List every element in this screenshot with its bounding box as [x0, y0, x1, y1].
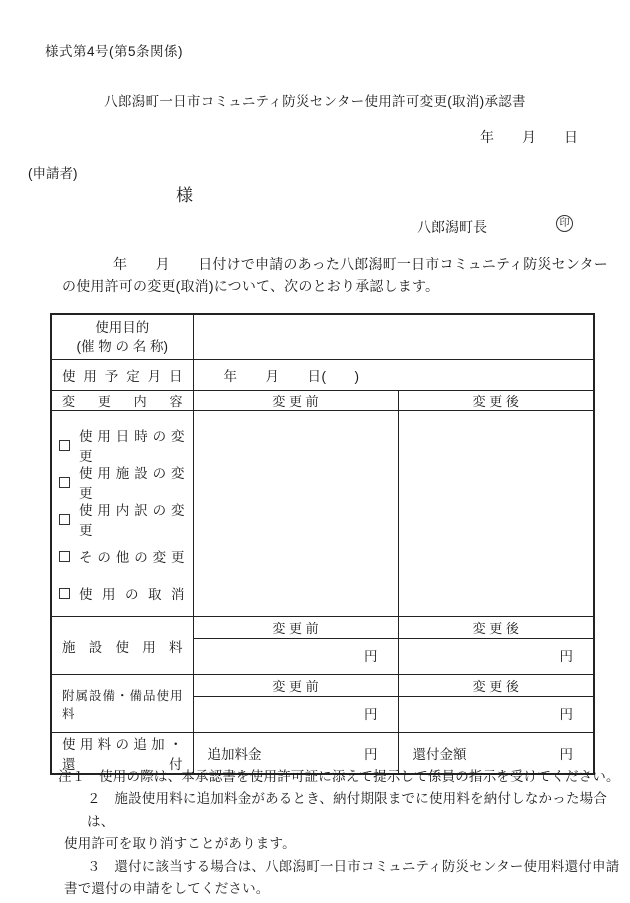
seal-icon: 印	[556, 215, 573, 232]
note-3-continued: 書で還付の申請をしてください。	[64, 881, 270, 897]
option-row-use-datetime	[59, 427, 185, 464]
option-label: 使 用 の 取 消	[79, 587, 185, 602]
facility-fee-before-amount-cell: 円	[193, 639, 398, 675]
mayor-title: 八郎潟町長	[417, 219, 487, 235]
change-before-header: 変 更 前	[193, 391, 398, 411]
applicant-label: (申請者)	[28, 166, 78, 181]
change-header-row	[51, 391, 594, 411]
notes-section	[58, 766, 630, 900]
scheduled-date-label: 使 用 予 定 月 日	[62, 369, 183, 384]
applicant-honorific: 様	[176, 186, 193, 205]
checkbox-icon	[59, 588, 70, 599]
checkbox-icon	[59, 551, 70, 562]
body-paragraph-line2: の使用許可の変更(取消)について、次のとおり承認します。	[62, 278, 440, 294]
addition-fee-label: 追加料金	[207, 747, 262, 762]
change-content-label: 変 更 内 容	[62, 394, 183, 409]
option-label: 使 用 施 設 の 変 更	[79, 466, 185, 501]
option-row-other-change	[59, 538, 185, 575]
checkbox-icon	[59, 477, 70, 488]
facility-fee-after-header: 変 更 後	[398, 617, 594, 639]
option-label: そ の 他 の 変 更	[79, 550, 185, 565]
equipment-fee-before-amount-cell: 円	[193, 697, 398, 733]
option-label: 使 用 日 時 の 変 更	[79, 429, 185, 464]
facility-fee-label: 施 設 使 用 料	[62, 639, 183, 655]
note-3: ３ 還付に該当する場合は、八郎潟町一日市コミュニティ防災センター使用料還付申請	[87, 858, 620, 874]
equipment-fee-before-header: 変 更 前	[193, 675, 398, 697]
scheduled-date-label-cell	[51, 360, 193, 391]
purpose-row	[51, 314, 594, 360]
addition-fee-unit: 円	[364, 747, 378, 762]
refund-amount-unit: 円	[559, 747, 573, 762]
body-paragraph-line1: 年 月 日付けで申請のあった八郎潟町一日市コミュニティ防災センター	[113, 256, 608, 272]
checkbox-icon	[59, 514, 70, 525]
change-after-header: 変 更 後	[398, 391, 594, 411]
issue-date-line: 年 月 日	[480, 129, 578, 145]
facility-fee-label-cell	[51, 617, 193, 675]
option-row-use-breakdown	[59, 501, 185, 538]
checkbox-icon	[59, 440, 70, 451]
approval-form-table	[50, 313, 595, 775]
document-title: 八郎潟町一日市コミュニティ防災センター使用許可変更(取消)承認書	[104, 94, 526, 109]
scheduled-date-value-cell	[193, 360, 594, 391]
equipment-fee-header-row	[51, 675, 594, 697]
purpose-value-cell	[193, 314, 594, 360]
facility-fee-before-header: 変 更 前	[193, 617, 398, 639]
change-options-row	[51, 411, 594, 617]
equipment-fee-after-header: 変 更 後	[398, 675, 594, 697]
change-options-cell	[51, 411, 193, 617]
form-number: 様式第4号(第5条関係)	[45, 44, 184, 59]
refund-amount-label: 還付金額	[412, 747, 467, 762]
change-content-label-cell	[51, 391, 193, 411]
facility-fee-after-amount-cell: 円	[398, 639, 594, 675]
note-2: ２ 施設使用料に追加料金があるとき、納付期限までに使用料を納付しなかった場合は、	[87, 791, 608, 829]
change-before-value-cell	[193, 411, 398, 617]
note-1: 注１ 使用の際は、本承認書を使用許可証に添えて提示して係員の指示を受けてください。	[58, 769, 620, 784]
scheduled-date-row	[51, 360, 594, 391]
equipment-fee-after-amount-cell: 円	[398, 697, 594, 733]
equipment-fee-label: 附属設備・備品使用料	[62, 688, 183, 721]
purpose-label-line2: (催 物 の 名 称)	[76, 339, 168, 354]
option-row-use-facility	[59, 464, 185, 501]
option-label: 使 用 内 訳 の 変 更	[79, 503, 185, 538]
fee-adjustment-label: 使 用 料 の 追 加 ・ 還 付	[62, 737, 183, 772]
facility-fee-header-row	[51, 617, 594, 639]
equipment-fee-label-cell	[51, 675, 193, 733]
purpose-label-cell	[51, 314, 193, 360]
scheduled-date-value: 年 月 日( )	[223, 369, 360, 384]
purpose-label-line1: 使用目的	[95, 320, 150, 335]
change-after-value-cell	[398, 411, 594, 617]
note-2-continued: 使用許可を取り消すことがあります。	[64, 836, 296, 852]
option-row-use-cancel	[59, 575, 185, 612]
